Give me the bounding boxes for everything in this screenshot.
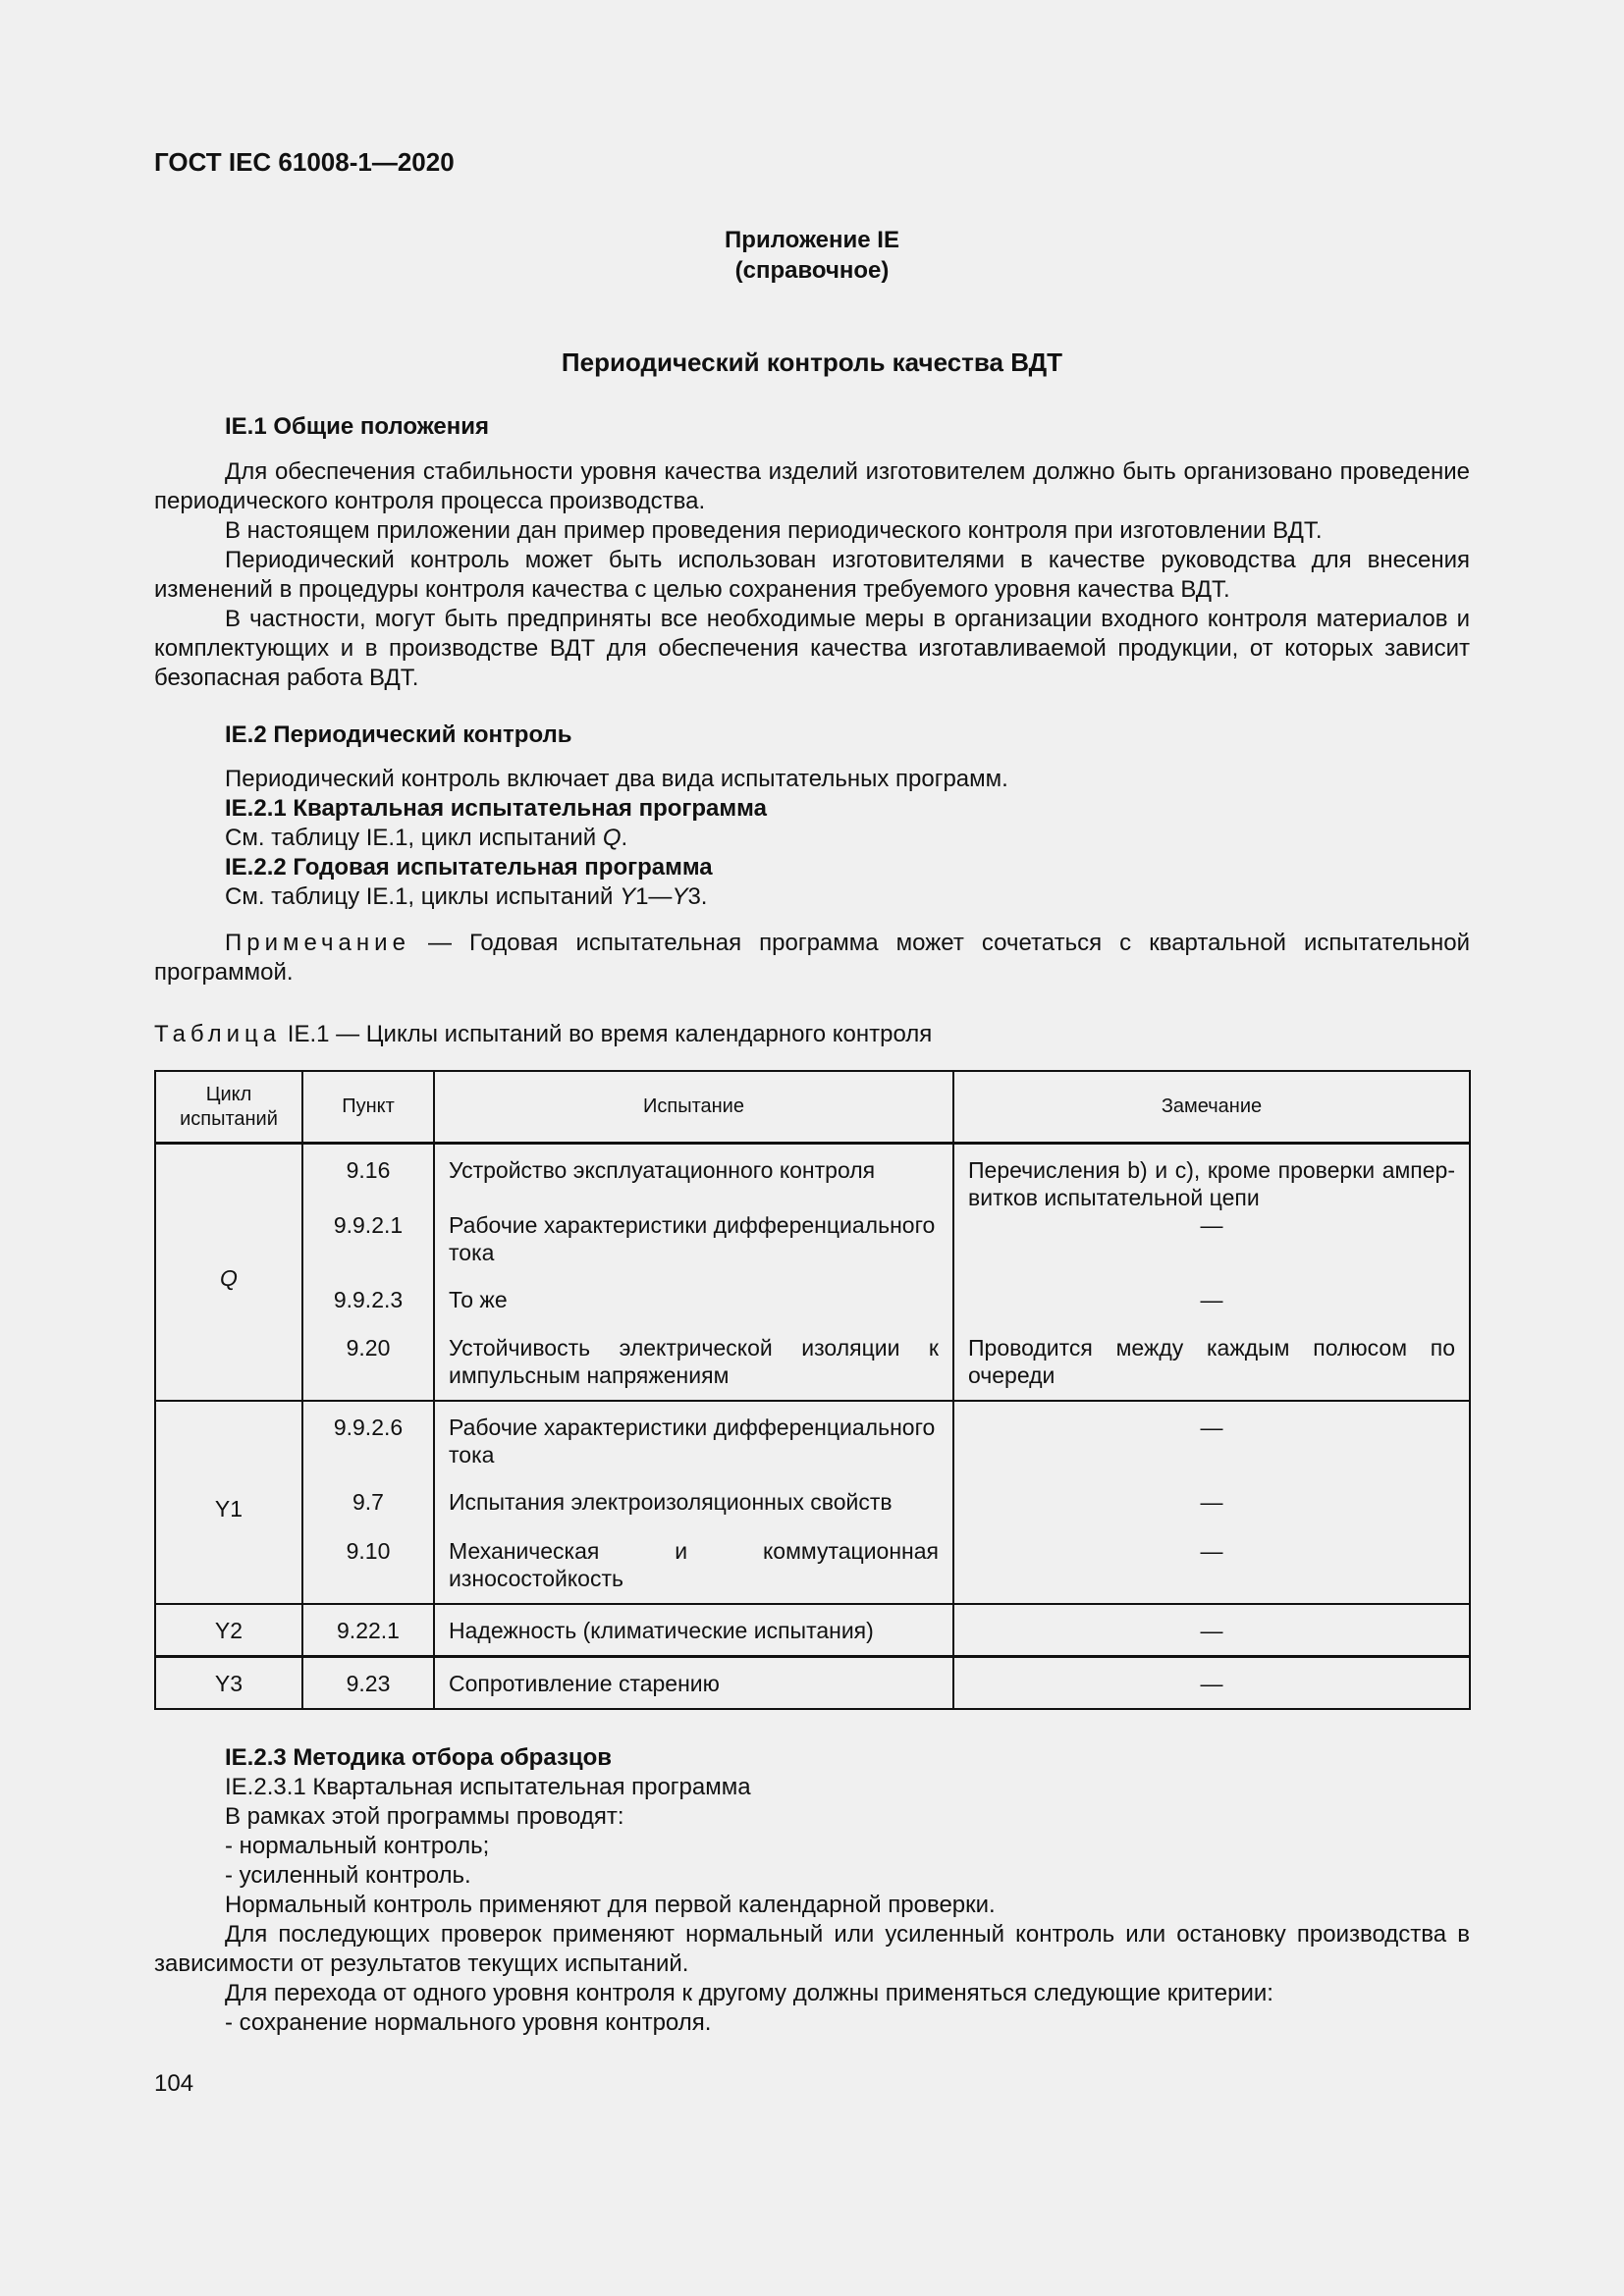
- table-row: 9.10 Механическая и коммутационная износостойкость —: [155, 1537, 1470, 1604]
- section-ie23: [154, 1743, 1470, 2038]
- table-row: 9.9.2.1 Рабочие характеристики дифференциального тока —: [155, 1211, 1470, 1286]
- table-row: Y2 9.22.1 Надежность (климатические испытания) —: [155, 1604, 1470, 1657]
- col-header-item: Пункт: [302, 1071, 434, 1144]
- paragraph: См. таблицу IE.1, цикл испытаний Q.: [225, 825, 628, 851]
- table-row: Q 9.16 Устройство эксплуатационного контроля Перечисления b) и c), кроме проверки ампер-витков испытательной цепи: [155, 1144, 1470, 1212]
- paragraph: В настоящем приложении дан пример проведения периодического контроля при изготовлении ВДТ.: [225, 517, 1323, 544]
- section-ie2-heading: IE.2 Периодический контроль: [225, 721, 572, 748]
- paragraph: Для последующих проверок применяют нормальный или усиленный контроль или остановку производства в зависимости от результатов текущих испытаний.: [154, 1921, 1470, 1977]
- cycle-cell: Y2: [155, 1604, 302, 1657]
- table-row: 9.20 Устойчивость электрической изоляции к импульсным напряжениям Проводится между каждым полюсом по очереди: [155, 1334, 1470, 1401]
- annex-heading: [0, 225, 1624, 286]
- paragraph: Для обеспечения стабильности уровня качества изделий изготовителем должно быть организовано проведение периодического контроля процесса производства.: [154, 458, 1470, 514]
- subsection-ie231-heading: IE.2.3.1 Квартальная испытательная программа: [225, 1774, 751, 1800]
- annex-title: Приложение IE: [725, 227, 899, 253]
- annex-type: (справочное): [734, 257, 890, 284]
- list-item: - усиленный контроль.: [225, 1862, 471, 1889]
- section-ie2-body: [154, 765, 1541, 912]
- subsection-ie23-heading: IE.2.3 Методика отбора образцов: [225, 1744, 613, 1771]
- cycle-cell: Y1: [155, 1401, 302, 1604]
- col-header-test: Испытание: [434, 1071, 953, 1144]
- note-label: Примечание: [225, 930, 410, 956]
- test-cycles-table: [154, 1070, 1471, 1710]
- table-caption: Таблица IE.1 — Циклы испытаний во время календарного контроля: [154, 1021, 933, 1047]
- cycle-cell: Q: [155, 1144, 302, 1402]
- paragraph: Периодический контроль включает два вида испытательных программ.: [225, 766, 1008, 792]
- page-title: Периодический контроль качества ВДТ: [561, 347, 1063, 377]
- table-row: 9.9.2.3 То же —: [155, 1286, 1470, 1334]
- subsection-ie21-heading: IE.2.1 Квартальная испытательная программа: [225, 795, 767, 822]
- paragraph: Периодический контроль может быть использован изготовителями в качестве руководства для внесения изменений в процедуры контроля качества с целью сохранения требуемого уровня качества ВДТ.: [154, 547, 1470, 603]
- col-header-remark: Замечание: [953, 1071, 1470, 1144]
- subsection-ie22-heading: IE.2.2 Годовая испытательная программа: [225, 854, 713, 881]
- paragraph: См. таблицу IE.1, циклы испытаний Y1—Y3.: [225, 883, 708, 910]
- list-item: - сохранение нормального уровня контроля.: [225, 2009, 712, 2036]
- table-header-row: [155, 1071, 1470, 1144]
- standard-header: ГОСТ IEC 61008-1—2020: [154, 147, 455, 177]
- paragraph: В частности, могут быть предприняты все необходимые меры в организации входного контроля материалов и комплектующих и в производстве ВДТ для обеспечения качества изготавливаемой продукции, от которых зависит безопасная работа ВДТ.: [154, 606, 1470, 691]
- paragraph: Для перехода от одного уровня контроля к другому должны применяться следующие критерии:: [225, 1980, 1273, 2006]
- paragraph: Нормальный контроль применяют для первой календарной проверки.: [225, 1892, 996, 1918]
- list-item: - нормальный контроль;: [225, 1833, 490, 1859]
- note-text: — Годовая испытательная программа может сочетаться с квартальной испытательной программой.: [154, 930, 1470, 986]
- paragraph: В рамках этой программы проводят:: [225, 1803, 624, 1830]
- col-header-cycle: Цикл испытаний: [155, 1071, 302, 1144]
- table-row: Y3 9.23 Сопротивление старению —: [155, 1657, 1470, 1710]
- table-row: Y1 9.9.2.6 Рабочие характеристики дифференциального тока —: [155, 1401, 1470, 1488]
- cycle-cell: Y3: [155, 1657, 302, 1710]
- table-row: 9.7 Испытания электроизоляционных свойств —: [155, 1488, 1470, 1537]
- section-ie1-heading: IE.1 Общие положения: [225, 413, 490, 440]
- note: [154, 929, 1470, 988]
- page-number: 104: [154, 2070, 194, 2097]
- section-ie1-body: [154, 457, 1470, 693]
